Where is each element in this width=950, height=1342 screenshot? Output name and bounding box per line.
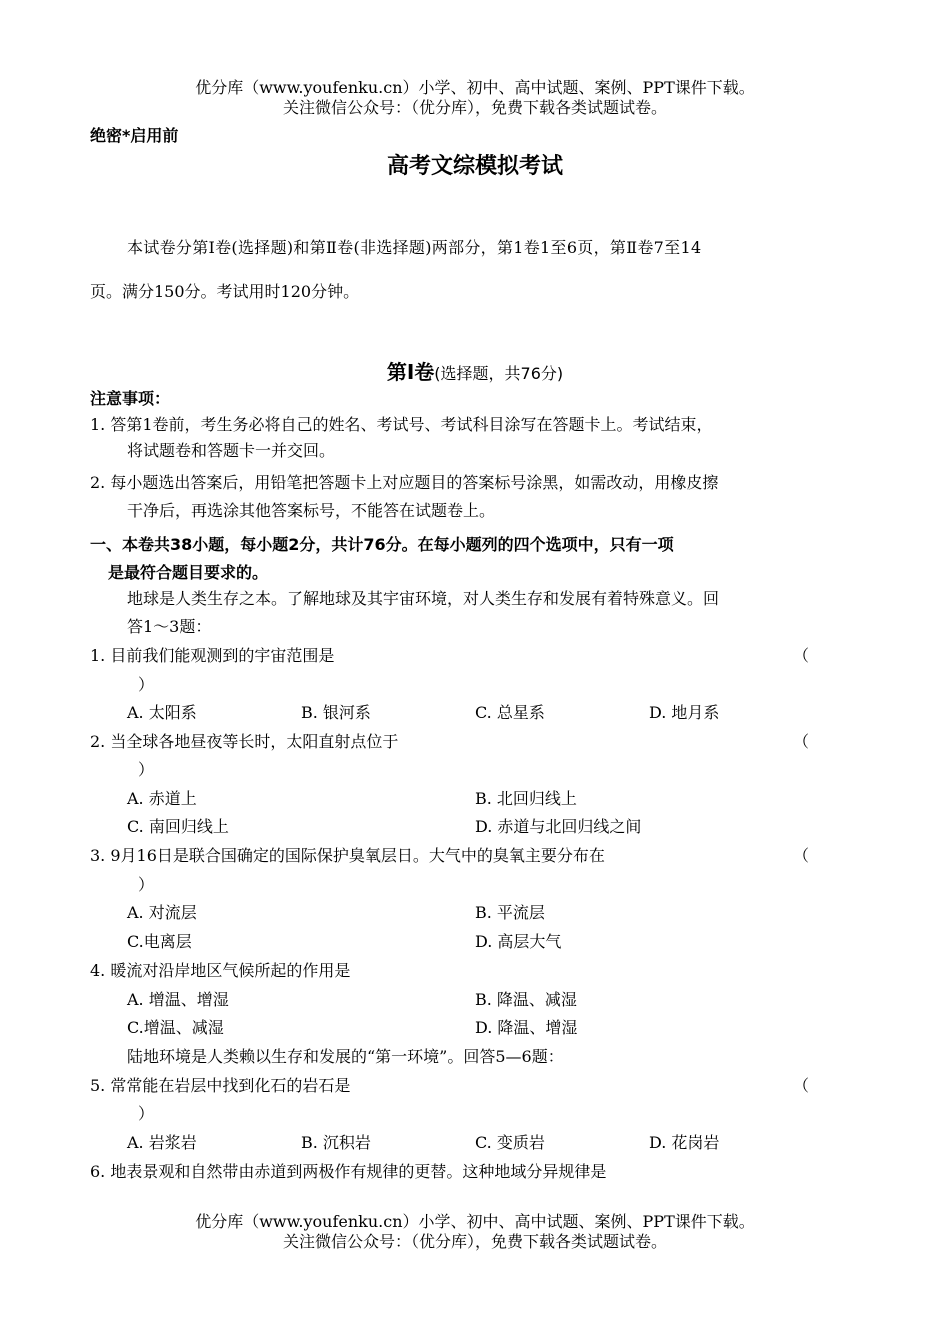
question-4-option-d: D. 降温、增湿 — [475, 1018, 578, 1037]
section-title-main: 第Ⅰ卷 — [386, 360, 435, 384]
footer-line-2: 关注微信公众号：（优分库），免费下载各类试题试卷。 — [282, 1232, 667, 1251]
answer-bracket-open: （ — [793, 1076, 810, 1095]
lead-1-line-1: 地球是人类生存之本。了解地球及其宇宙环境，对人类生存和发展有着特殊意义。回 — [127, 589, 720, 608]
question-1-option-b: B. 银河系 — [301, 703, 371, 722]
footer-line-1: 优分库（www.youfenku.cn）小学、初中、高中试题、案例、PPT课件下载。 — [195, 1212, 755, 1231]
question-3-option-b: B. 平流层 — [475, 903, 545, 922]
question-4-option-b: B. 降温、减湿 — [475, 990, 577, 1009]
secret-mark: 绝密*启用前 — [90, 126, 179, 145]
question-1-option-d: D. 地月系 — [649, 703, 720, 722]
section-title-note: (选择题，共76分) — [434, 364, 564, 383]
intro-line-2: 页。满分150分。考试用时120分钟。 — [90, 282, 360, 301]
answer-bracket-close: ） — [138, 760, 155, 779]
part1-line-2: 是最符合题目要求的。 — [108, 563, 269, 582]
question-6-stem: 6. 地表景观和自然带由赤道到两极作有规律的更替。这种地域分异规律是 — [90, 1162, 607, 1181]
answer-bracket-open: （ — [793, 646, 810, 665]
answer-bracket-close: ） — [138, 675, 155, 694]
answer-bracket-close: ） — [138, 1104, 155, 1123]
question-1-option-c: C. 总星系 — [475, 703, 545, 722]
note-1-line-2: 将试题卷和答题卡一并交回。 — [127, 441, 336, 460]
question-3-option-a: A. 对流层 — [127, 903, 197, 922]
header-line-2: 关注微信公众号：（优分库），免费下载各类试题试卷。 — [282, 98, 667, 117]
question-4-option-c: C.增温、减湿 — [127, 1018, 224, 1037]
section-title — [0, 356, 950, 385]
lead-2: 陆地环境是人类赖以生存和发展的“第一环境”。回答5—6题： — [127, 1047, 564, 1066]
question-4-option-a: A. 增温、增湿 — [127, 990, 229, 1009]
question-2-option-b: B. 北回归线上 — [475, 789, 577, 808]
question-3-option-c: C.电离层 — [127, 932, 192, 951]
intro-line-1: 本试卷分第Ⅰ卷(选择题)和第Ⅱ卷(非选择题)两部分，第1卷1至6页，第Ⅱ卷7至14 — [127, 238, 702, 257]
question-2-option-c: C. 南回归线上 — [127, 817, 229, 836]
question-2-option-d: D. 赤道与北回归线之间 — [475, 817, 642, 836]
note-1-line-1: 1. 答第1卷前，考生务必将自己的姓名、考试号、考试科目涂写在答题卡上。考试结束， — [90, 415, 713, 434]
question-4-stem: 4. 暖流对沿岸地区气候所起的作用是 — [90, 961, 351, 980]
note-2-line-2: 干净后，再选涂其他答案标号，不能答在试题卷上。 — [127, 501, 496, 520]
notes-heading: 注意事项： — [90, 389, 171, 408]
header-line-1: 优分库（www.youfenku.cn）小学、初中、高中试题、案例、PPT课件下载。 — [195, 78, 755, 97]
question-3-stem: 3. 9月16日是联合国确定的国际保护臭氧层日。大气中的臭氧主要分布在 — [90, 846, 605, 865]
question-3-option-d: D. 高层大气 — [475, 932, 562, 951]
question-1-stem: 1. 目前我们能观测到的宇宙范围是 — [90, 646, 335, 665]
question-5-option-a: A. 岩浆岩 — [127, 1133, 197, 1152]
question-2-stem: 2. 当全球各地昼夜等长时，太阳直射点位于 — [90, 732, 399, 751]
question-5-option-b: B. 沉积岩 — [301, 1133, 371, 1152]
question-2-option-a: A. 赤道上 — [127, 789, 197, 808]
part1-line-1: 一、本卷共38小题，每小题2分，共计76分。在每小题列的四个选项中，只有一项 — [90, 535, 674, 554]
answer-bracket-open: （ — [793, 846, 810, 865]
note-2-line-1: 2. 每小题选出答案后，用铅笔把答题卡上对应题目的答案标号涂黑，如需改动，用橡皮擦 — [90, 473, 719, 492]
question-5-option-c: C. 变质岩 — [475, 1133, 545, 1152]
question-1-option-a: A. 太阳系 — [127, 703, 197, 722]
answer-bracket-close: ） — [138, 875, 155, 894]
question-5-option-d: D. 花岗岩 — [649, 1133, 720, 1152]
page-title: 高考文综模拟考试 — [386, 154, 563, 179]
question-5-stem: 5. 常常能在岩层中找到化石的岩石是 — [90, 1076, 351, 1095]
lead-1-line-2: 答1～3题： — [127, 617, 212, 636]
answer-bracket-open: （ — [793, 732, 810, 751]
